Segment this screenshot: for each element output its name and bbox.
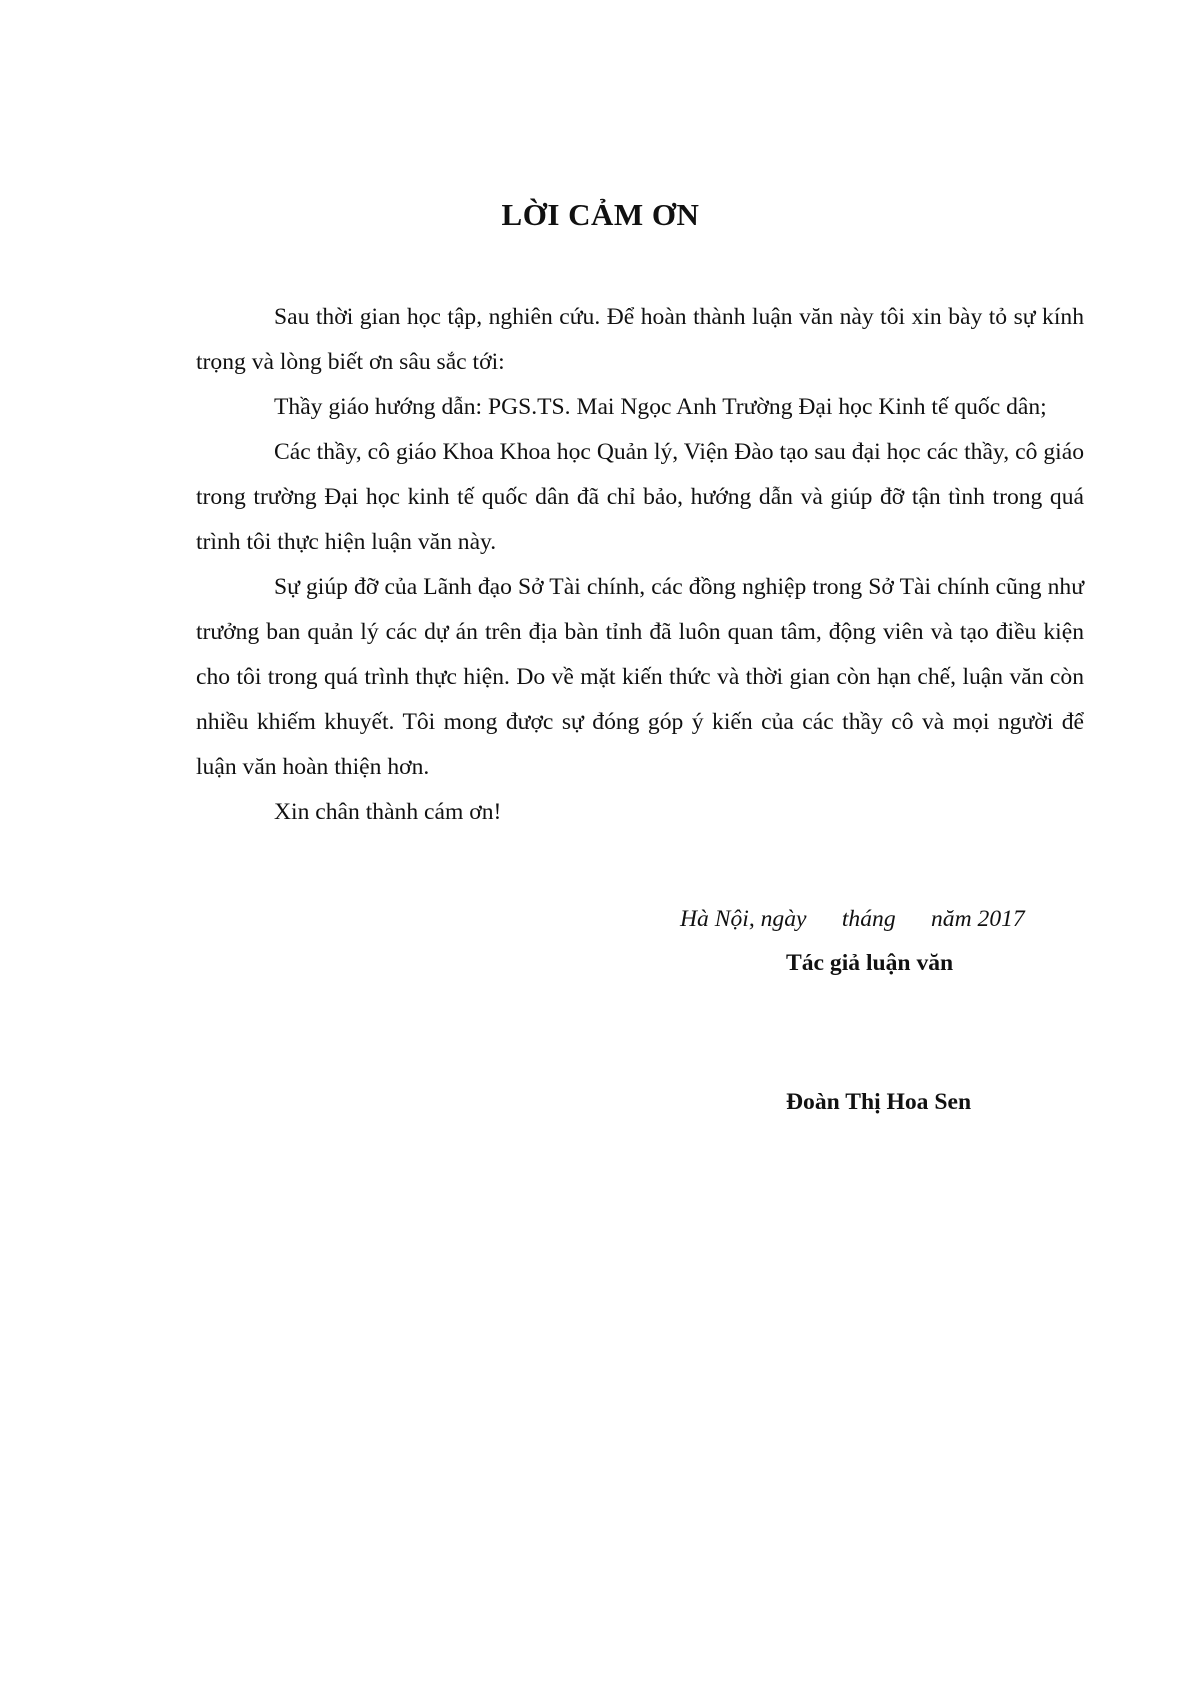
paragraph-supervisor: Thầy giáo hướng dẫn: PGS.TS. Mai Ngọc Anh Trường Đại học Kinh tế quốc dân; [274, 394, 1047, 420]
acknowledgement-body [196, 295, 1084, 835]
paragraph-faculty: Các thầy, cô giáo Khoa Khoa học Quản lý, Viện Đào tạo sau đại học các thầy, cô giáo trong trường Đại học kinh tế quốc dân đã chỉ bảo, hướng dẫn và giúp đỡ tận tình trong quá trình tôi thực hiện luận văn này. [196, 439, 1084, 555]
paragraph-intro: Sau thời gian học tập, nghiên cứu. Để hoàn thành luận văn này tôi xin bày tỏ sự kính trọng và lòng biết ơn sâu sắc tới: [196, 304, 1084, 375]
date-line: Hà Nội, ngày tháng năm 2017 [680, 906, 1025, 932]
paragraph-closing: Xin chân thành cám ơn! [274, 799, 502, 825]
page-title: LỜI CẢM ƠN [501, 197, 700, 232]
paragraph-colleagues: Sự giúp đỡ của Lãnh đạo Sở Tài chính, các đồng nghiệp trong Sở Tài chính cũng như trưởng ban quản lý các dự án trên địa bàn tỉnh đã luôn quan tâm, động viên và tạo điều kiện cho tôi trong quá trình thực hiện. Do về mặt kiến thức và thời gian còn hạn chế, luận văn còn nhiều khiếm khuyết. Tôi mong được sự đóng góp ý kiến của các thầy cô và mọi người để luận văn hoàn thiện hơn. [196, 574, 1084, 780]
author-label: Tác giả luận văn [786, 950, 954, 976]
author-name: Đoàn Thị Hoa Sen [786, 1089, 972, 1115]
